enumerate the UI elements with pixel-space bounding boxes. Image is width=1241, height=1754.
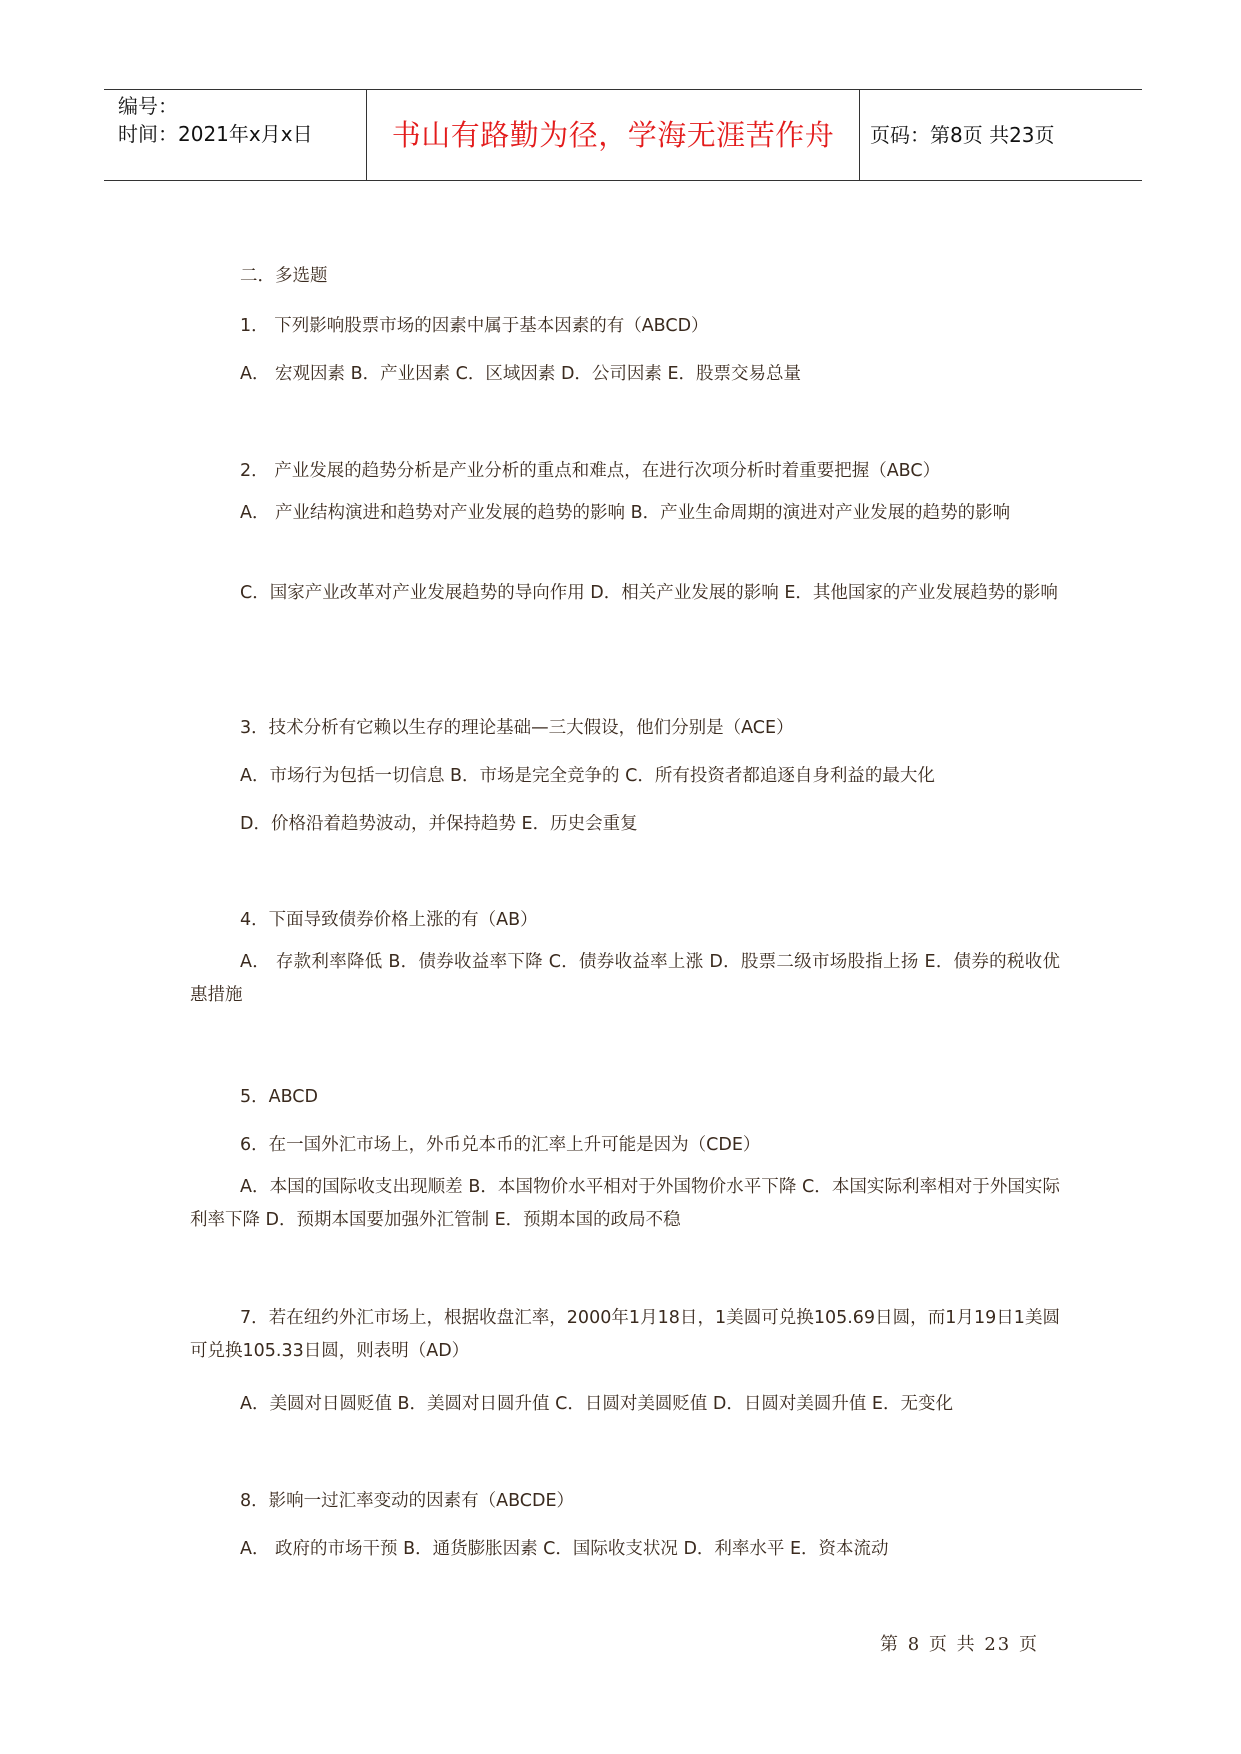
header-page-label: 页码：第8页 共23页 — [870, 123, 1055, 147]
question-2: 2． 产业发展的趋势分析是产业分析的重点和难点，在进行次项分析时着重要把握（ABC） — [240, 461, 941, 481]
time-label: 时间：2021年x月x日 — [118, 122, 313, 146]
answer-2-part-1: A． 产业结构演进和趋势对产业发展的趋势的影响 B．产业生命周期的演进对产业发展的趋势的影响 — [240, 503, 1011, 523]
answer-2-part-2: C．国家产业改革对产业发展趋势的导向作用 D．相关产业发展的影响 E．其他国家的产业发展趋势的影响 — [240, 583, 1058, 603]
header-divider — [366, 90, 367, 180]
answer-8: A． 政府的市场干预 B．通货膨胀因素 C．国际收支状况 D．利率水平 E．资本流动 — [240, 1539, 889, 1559]
question-8: 8．影响一过汇率变动的因素有（ABCDE） — [240, 1491, 575, 1511]
answer-3-part-2: D．价格沿着趋势波动，并保持趋势 E．历史会重复 — [240, 814, 638, 834]
header-divider — [859, 90, 860, 180]
question-4: 4．下面导致债券价格上涨的有（AB） — [240, 910, 538, 930]
header-meta — [118, 92, 368, 148]
question-5: 5．ABCD — [240, 1087, 318, 1107]
section-title: 二．多选题 — [240, 266, 328, 286]
answer-1: A． 宏观因素 B．产业因素 C．区域因素 D．公司因素 E．股票交易总量 — [240, 364, 802, 384]
number-label: 编号： — [118, 94, 178, 118]
answer-6: A．本国的国际收支出现顺差 B．本国物价水平相对于外国物价水平下降 C．本国实际利率相对于外国实际利率下降 D．预期本国要加强外汇管制 E．预期本国的政局不稳 — [190, 1177, 1060, 1230]
answer-4: A． 存款利率降低 B．债券收益率下降 C．债券收益率上涨 D．股票二级市场股指上扬 E．债券的税收优惠措施 — [190, 952, 1060, 1005]
question-6: 6．在一国外汇市场上，外币兑本币的汇率上升可能是因为（CDE） — [240, 1135, 761, 1155]
answer-3-part-1: A．市场行为包括一切信息 B．市场是完全竞争的 C．所有投资者都追逐自身利益的最大化 — [240, 766, 935, 786]
question-3: 3．技术分析有它赖以生存的理论基础—三大假设，他们分别是（ACE） — [240, 718, 794, 738]
question-1: 1． 下列影响股票市场的因素中属于基本因素的有（ABCD） — [240, 316, 709, 336]
header-motto: 书山有路勤为径，学海无涯苦作舟 — [391, 118, 835, 152]
question-7: 7．若在纽约外汇市场上，根据收盘汇率，2000年1月18日，1美圆可兑换105.69日圆，而1月19日1美圆可兑换105.33日圆，则表明（AD） — [190, 1308, 1060, 1361]
answer-7: A．美圆对日圆贬值 B．美圆对日圆升值 C．日圆对美圆贬值 D．日圆对美圆升值 E．无变化 — [240, 1394, 953, 1414]
page-header — [104, 89, 1142, 181]
page-footer: 第 8 页 共 23 页 — [880, 1634, 1039, 1655]
